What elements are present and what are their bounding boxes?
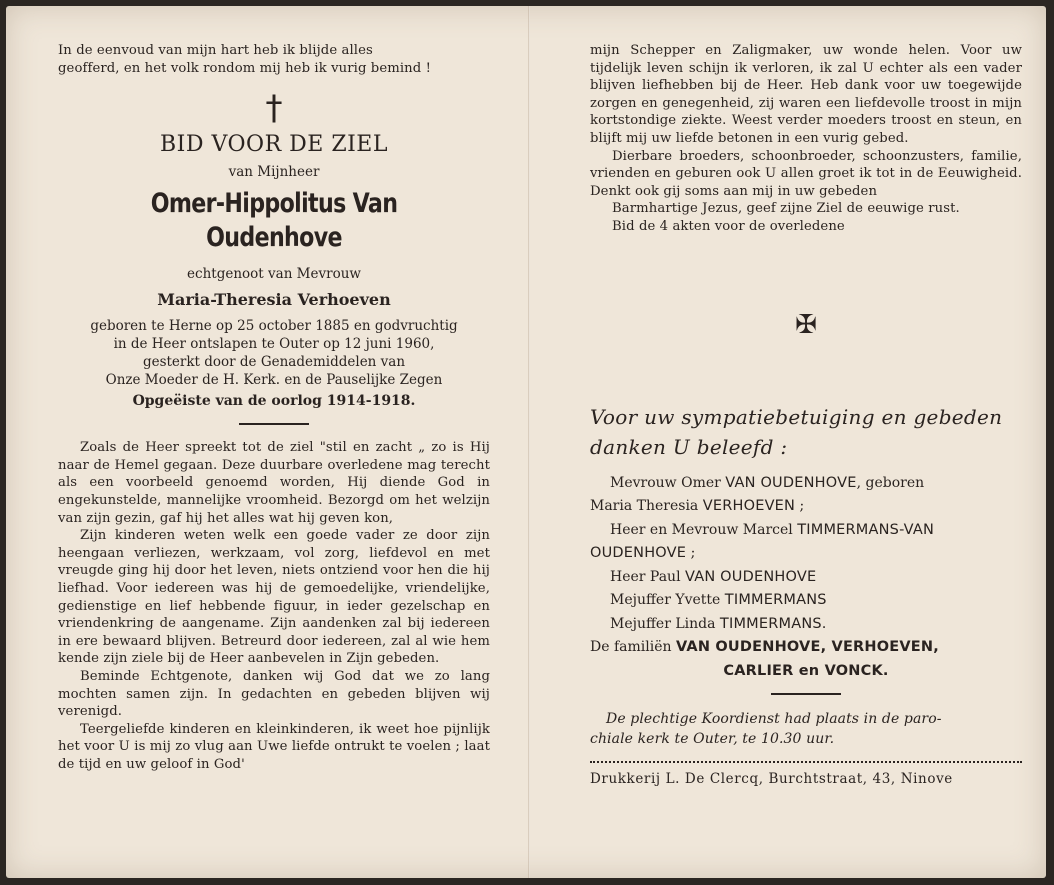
born-line-4: Onze Moeder de H. Kerk. en de Pauselijke Zegen: [105, 372, 443, 389]
paragraph: Dierbare broeders, schoonbroeder, schoonzusters, familie, vrienden en geburen ook U allen groet ik tot in de Eeuwigheid. Denkt ook gij soms aan mij in uw gebeden: [590, 148, 1022, 199]
born-line-3: gesterkt door de Genademiddelen van: [142, 354, 406, 371]
verse-line-1: In de eenvoud van mijn hart heb ik blijde alles: [58, 43, 373, 58]
memorial-card: [6, 6, 1046, 878]
born-line-2: in de Heer ontslapen te Outer op 12 juni 1960,: [113, 336, 435, 353]
paragraph: Barmhartige Jezus, geef zijne Ziel de eeuwige rust.: [612, 201, 960, 217]
family-list: [590, 472, 1022, 684]
veteran-line: Opgeëiste van de oorlog 1914-1918.: [132, 393, 416, 410]
verse-line-2: geofferd, en het volk rondom mij heb ik vurig bemind !: [58, 60, 431, 76]
paragraph: Zijn kinderen weten welk een goede vader ze door zijn heengaan verliezen, werkzaam, vol zorg, liefdevol en met vreugde ging hij door het leven, niets ontziend voor hen die hij liefhad. Voor iedereen was hij de gemoedelijke, vriendelijke, gedienstige en lief hebbende figuur, in ieder gezelschap en vriendenkring de aangename. Zijn aandenken zal bij iedereen in ere bewaard blijven. Betreurd door iedereen, zal al wie hem kende zijn ziele bij de Heer aanbevelen in Zijn gebeden.: [58, 528, 490, 667]
family-line: De familiën VAN OUDENHOVE, VERHOEVEN,: [590, 639, 939, 656]
paragraph: Zoals de Heer spreekt tot de ziel "stil en zacht „ zo is Hij naar de Hemel gegaan. Deze duurbare overledene mag terecht als een voorbeeld genoemd worden, Hij diende God in engekunstelde, mannelijke vroomheid. Bezorgd om het welzijn van zijn gezin, gaf hij het alles wat hij geven kon,: [58, 440, 490, 526]
cross-icon: †: [265, 88, 283, 129]
born-line-1: geboren te Herne op 25 october 1885 en godvruchtig: [90, 318, 458, 335]
spouse-name: Maria-Theresia Verhoeven: [157, 290, 391, 310]
van-mijnheer: van Mijnheer: [228, 164, 320, 181]
family-line: Mejuffer Yvette TIMMERMANS: [610, 592, 827, 609]
family-line: OUDENHOVE ;: [590, 545, 696, 562]
card-fold: [528, 6, 530, 878]
paragraph: Teergeliefde kinderen en kleinkinderen, ik weet hoe pijnlijk het voor U is mij zo vlug aan Uwe liefde ontrukt te voelen ; laat de tijd en uw geloof in God': [58, 721, 490, 772]
left-panel: [58, 6, 490, 773]
cross-ornament-icon: ✠: [795, 309, 817, 340]
service-line-2: chiale kerk te Outer, te 10.30 uur.: [590, 731, 835, 748]
family-line: Mevrouw Omer VAN OUDENHOVE, geboren: [610, 474, 925, 491]
deceased-name: Omer-Hippolitus Van Oudenhove: [150, 188, 398, 254]
paragraph: mijn Schepper en Zaligmaker, uw wonde helen. Voor uw tijdelijk leven schijn ik verloren, ik zal U echter als een vader blijven liefhebben bij de Heer. Heb dank voor uw toegewijde zorgen en genegenheid, zij waren een liefdevolle troost in mijn kortstondige ziekte. Weest verder moeders troost en steun, en blijft mij uw liefde betonen in een vurig gebed.: [590, 43, 1022, 146]
family-line: Maria Theresia VERHOEVEN ;: [590, 498, 805, 515]
printer-line: Drukkerij L. De Clercq, Burchtstraat, 43, Ninove: [590, 771, 953, 788]
family-line: Mejuffer Linda TIMMERMANS.: [610, 615, 827, 632]
family-line: Heer en Mevrouw Marcel TIMMERMANS-VAN: [610, 521, 935, 538]
thanks-line-2: danken U beleefd :: [590, 434, 788, 459]
family-line: Heer Paul VAN OUDENHOVE: [610, 568, 817, 585]
paragraph: Bid de 4 akten voor de overledene: [612, 218, 845, 234]
right-panel: [590, 6, 1022, 789]
bid-heading: BID VOOR DE ZIEL: [160, 132, 388, 158]
spouse-of: echtgenoot van Mevrouw: [187, 266, 361, 283]
paragraph: Beminde Echtgenote, danken wij God dat we zo lang mochten samen zijn. In gedachten en gebeden blijven wij verenigd.: [58, 668, 490, 720]
service-line-1: De plechtige Koordienst had plaats in de paro-: [606, 711, 942, 728]
thanks-line-1: Voor uw sympatiebetuiging en gebeden: [590, 404, 1003, 429]
family-line: CARLIER en VONCK.: [723, 662, 889, 679]
